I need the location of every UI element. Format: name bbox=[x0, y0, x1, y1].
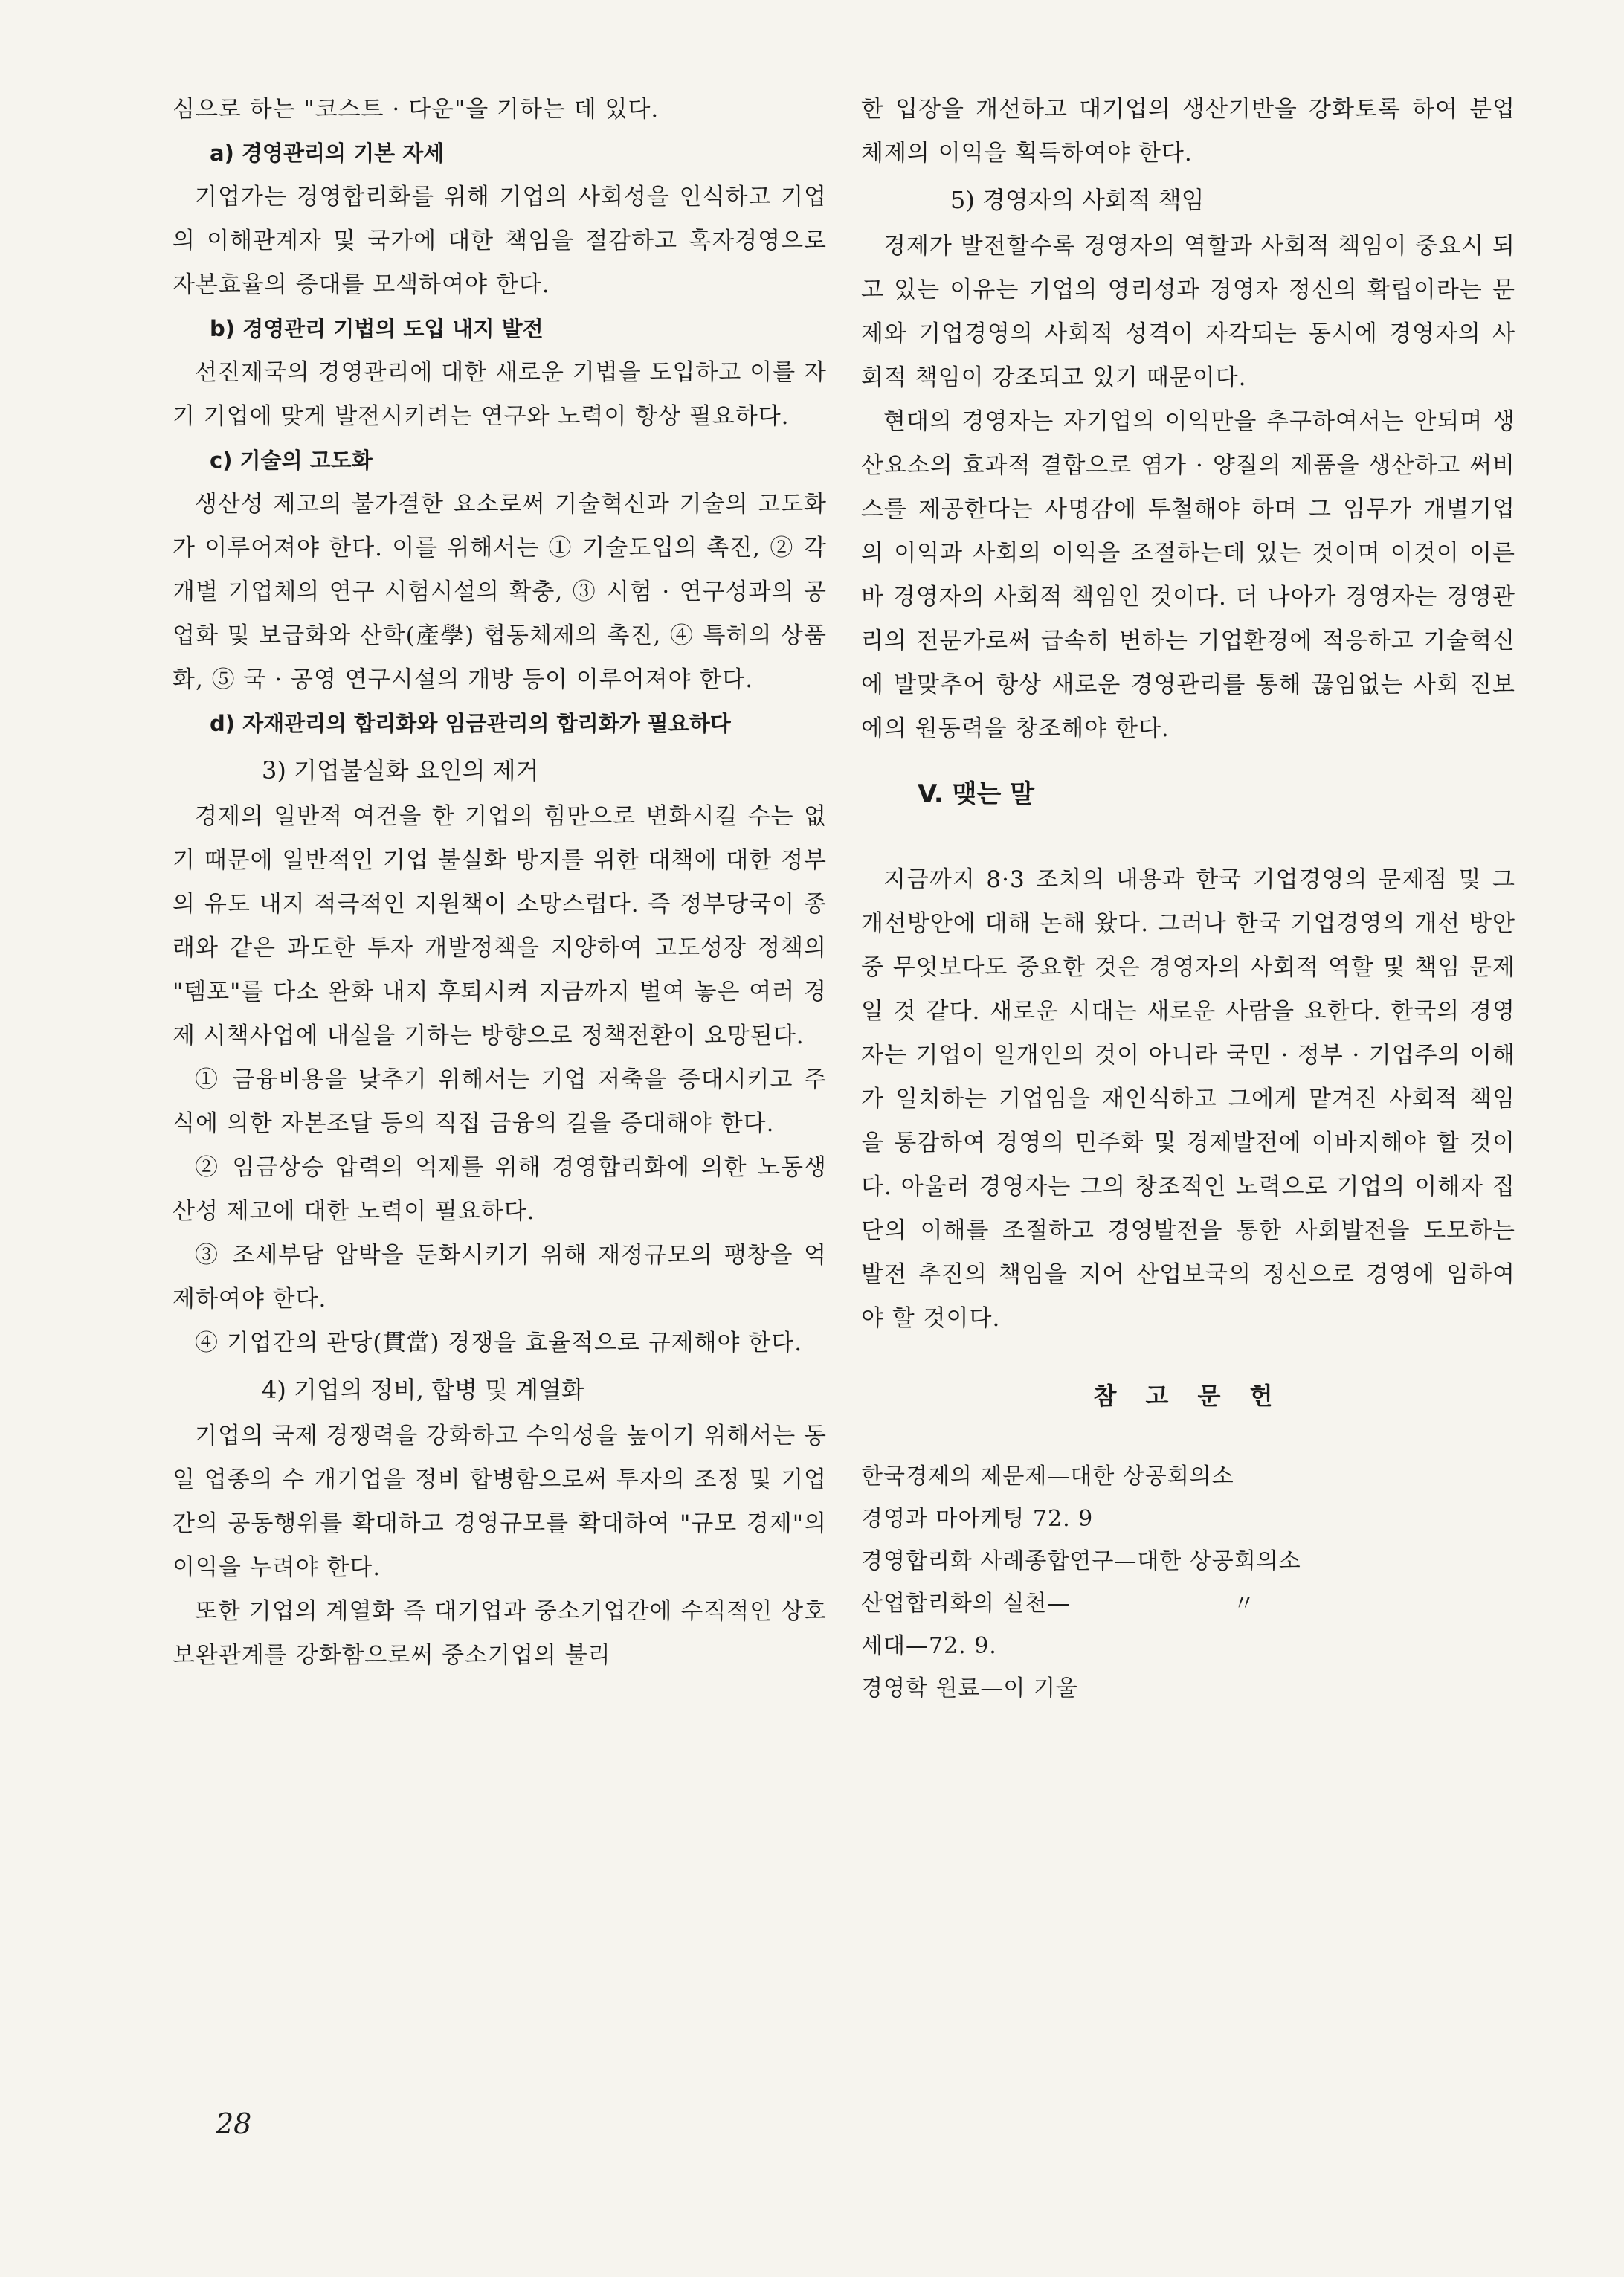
list-item: ③ 조세부담 압박을 둔화시키기 위해 재정규모의 팽창을 억제하여야 한다. bbox=[173, 1242, 827, 1313]
reference-item: 경영학 원료—이 기울 bbox=[861, 1675, 1078, 1701]
references-list bbox=[861, 1455, 1515, 1710]
paragraph: 생산성 제고의 불가결한 요소로써 기술혁신과 기술의 고도화가 이루어져야 한다. 이를 위해서는 ① 기술도입의 촉진, ② 각 개별 기업체의 연구 시험시설의 확충, ③ 시험 · 연구성과의 공업화 및 보급화와 산학(產學) 협동체제의 촉진, ④ 특허의 상품화, ⑤ 국 · 공영 연구시설의 개방 등이 이루어져야 한다. bbox=[173, 491, 827, 693]
paragraph: 한 입장을 개선하고 대기업의 생산기반을 강화토록 하여 분업체제의 이익을 획득하여야 한다. bbox=[861, 96, 1515, 167]
paragraph: 현대의 경영자는 자기업의 이익만을 추구하여서는 안되며 생산요소의 효과적 결합으로 염가 · 양질의 제품을 생산하고 써비스를 제공한다는 사명감에 투철해야 하며 그 임무가 개별기업의 이익과 사회의 이익을 조절하는데 있는 것이며 이것이 이른바 경영자의 사회적 책임인 것이다. 더 나아가 경영자는 경영관리의 전문가로써 급속히 변하는 기업환경에 적응하고 기술혁신에 발맞추어 항상 새로운 경영관리를 통해 끊임없는 사회 진보에의 원동력을 창조해야 한다. bbox=[861, 408, 1515, 742]
left-column bbox=[173, 88, 827, 1678]
section-heading-v: V. 맺는 말 bbox=[918, 779, 1035, 809]
reference-item: 세대—72. 9. bbox=[861, 1633, 997, 1659]
references-heading: 참 고 문 헌 bbox=[1093, 1382, 1283, 1410]
paragraph: 지금까지 8·3 조치의 내용과 한국 기업경영의 문제점 및 그 개선방안에 대해 논해 왔다. 그러나 한국 기업경영의 개선 방안 중 무엇보다도 중요한 것은 경영자의 사회적 역할 및 책임 문제일 것 같다. 새로운 시대는 새로운 사람을 요한다. 한국의 경영자는 기업이 일개인의 것이 아니라 국민 · 정부 · 기업주의 이해가 일치하는 기업임을 재인식하고 그에게 맡겨진 사회적 책임을 통감하여 경영의 민주화 및 경제발전에 이바지해야 할 것이다. 아울러 경영자는 그의 창조적인 노력으로 기업의 이해자 집단의 이해를 조절하고 경영발전을 통한 사회발전을 도모하는 발전 추진의 책임을 지어 산업보국의 정신으로 경영에 임하여야 할 것이다. bbox=[861, 866, 1515, 1332]
ditto-mark: 〃 bbox=[1233, 1591, 1256, 1617]
list-item: ② 임금상승 압력의 억제를 위해 경영합리화에 의한 노동생산성 제고에 대한 노력이 필요하다. bbox=[173, 1154, 827, 1225]
subheading-d: d) 자재관리의 합리화와 임금관리의 합리화가 필요하다 bbox=[210, 711, 731, 736]
subheading-c: c) 기술의 고도화 bbox=[210, 448, 373, 473]
reference-text: 산업합리화의 실천— bbox=[861, 1591, 1071, 1617]
paragraph: 기업의 국제 경쟁력을 강화하고 수익성을 높이기 위해서는 동일 업종의 수 개기업을 정비 합병함으로써 투자의 조정 및 기업간의 공동행위를 확대하고 경영규모를 확대하여 "규모 경제"의 이익을 누려야 한다. bbox=[173, 1423, 827, 1581]
reference-item: 한국경제의 제문제—대한 상공회의소 bbox=[861, 1463, 1234, 1489]
paragraph: 경제가 발전할수록 경영자의 역할과 사회적 책임이 중요시 되고 있는 이유는 기업의 영리성과 경영자 정신의 확립이라는 문제와 기업경영의 사회적 성격이 자각되는 동시에 경영자의 사회적 책임이 강조되고 있기 때문이다. bbox=[861, 233, 1515, 391]
reference-item: 경영과 마아케팅 72. 9 bbox=[861, 1506, 1094, 1532]
list-item: ① 금융비용을 낮추기 위해서는 기업 저축을 증대시키고 주식에 의한 자본조달 등의 직접 금융의 길을 증대해야 한다. bbox=[173, 1066, 827, 1137]
paragraph: 또한 기업의 계열화 즉 대기업과 중소기업간에 수직적인 상호 보완관계를 강화함으로써 중소기업의 불리 bbox=[173, 1598, 827, 1669]
section-heading-5: 5) 경영자의 사회적 책임 bbox=[950, 186, 1205, 214]
paragraph: 선진제국의 경영관리에 대한 새로운 기법을 도입하고 이를 자기 기업에 맞게 발전시키려는 연구와 노력이 항상 필요하다. bbox=[173, 359, 827, 430]
reference-item: 경영합리화 사례종합연구—대한 상공회의소 bbox=[861, 1548, 1301, 1574]
subheading-b: b) 경영관리 기법의 도입 내지 발전 bbox=[210, 316, 544, 341]
right-column bbox=[861, 88, 1515, 1710]
subheading-a: a) 경영관리의 기본 자세 bbox=[210, 141, 445, 166]
section-heading-3: 3) 기업불실화 요인의 제거 bbox=[262, 756, 539, 785]
paragraph: 경제의 일반적 여건을 한 기업의 힘만으로 변화시킬 수는 없기 때문에 일반적인 기업 불실화 방지를 위한 대책에 대한 정부의 유도 내지 적극적인 지원책이 소망스럽다. 즉 정부당국이 종래와 같은 과도한 투자 개발정책을 지양하여 고도성장 정책의 "템포"를 다소 완화 내지 후퇴시켜 지금까지 벌여 놓은 여러 경제 시책사업에 내실을 기하는 방향으로 정책전환이 요망된다. bbox=[173, 803, 827, 1049]
paragraph: 기업가는 경영합리화를 위해 기업의 사회성을 인식하고 기업의 이해관계자 및 국가에 대한 책임을 절감하고 혹자경영으로 자본효율의 증대를 모색하여야 한다. bbox=[173, 184, 827, 298]
page-number: 28 bbox=[216, 2107, 252, 2140]
list-item: ④ 기업간의 관당(貫當) 경쟁을 효율적으로 규제해야 한다. bbox=[195, 1330, 803, 1356]
paragraph: 심으로 하는 "코스트 · 다운"을 기하는 데 있다. bbox=[173, 96, 660, 123]
section-heading-4: 4) 기업의 정비, 합병 및 계열화 bbox=[262, 1376, 584, 1404]
reference-item bbox=[861, 1582, 1515, 1625]
